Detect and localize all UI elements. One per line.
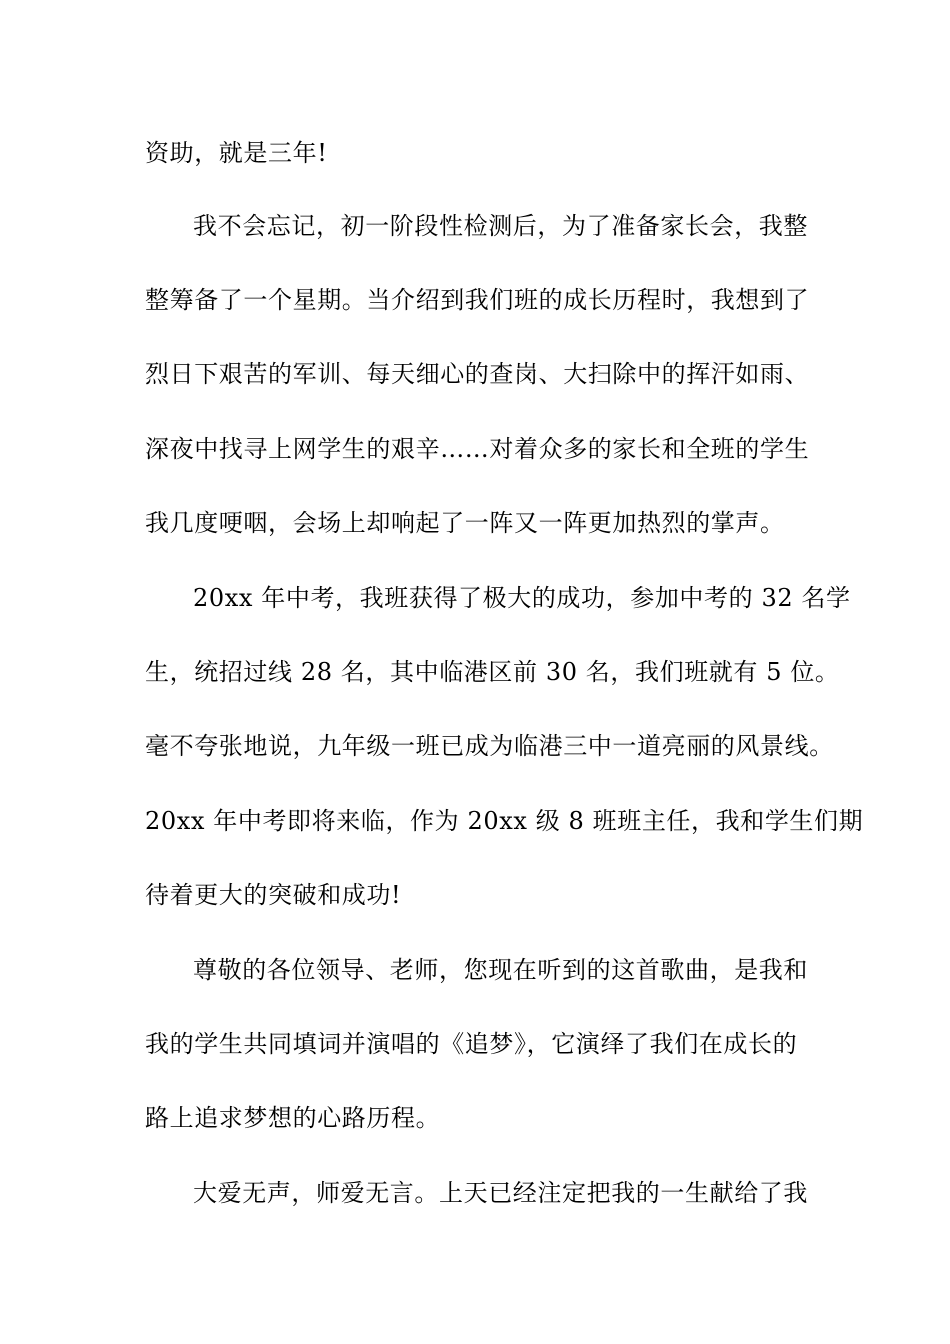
text-line: 毫不夸张地说，九年级一班已成为临港三中一道亮丽的风景线。 [145, 732, 834, 760]
text-line: 生，统招过线 28 名，其中临港区前 30 名，我们班就有 5 位。 [145, 658, 840, 686]
paragraph-start-line: 我不会忘记，初一阶段性检测后，为了准备家长会，我整 [193, 212, 808, 240]
text-line: 我几度哽咽，会场上却响起了一阵又一阵更加热烈的掌声。 [145, 509, 785, 537]
text-line: 整筹备了一个星期。当介绍到我们班的成长历程时，我想到了 [145, 286, 810, 314]
text-line: 烈日下艰苦的军训、每天细心的查岗、大扫除中的挥汗如雨、 [145, 360, 810, 388]
text-line: 资助，就是三年! [145, 139, 328, 167]
text-line: 路上追求梦想的心路历程。 [145, 1104, 441, 1132]
text-line: 20xx 年中考即将来临，作为 20xx 级 8 班班主任，我和学生们期 [145, 807, 864, 835]
paragraph-start-line: 20xx 年中考，我班获得了极大的成功，参加中考的 32 名学 [193, 584, 851, 612]
text-line: 我的学生共同填词并演唱的《追梦》，它演绎了我们在成长的 [145, 1030, 798, 1058]
paragraph-start-line: 大爱无声，师爱无言。上天已经注定把我的一生献给了我 [193, 1179, 808, 1207]
paragraph-start-line: 尊敬的各位领导、老师，您现在听到的这首歌曲，是我和 [193, 956, 808, 984]
text-line: 待着更大的突破和成功! [145, 881, 402, 909]
text-line: 深夜中找寻上网学生的艰辛……对着众多的家长和全班的学生 [145, 435, 810, 463]
